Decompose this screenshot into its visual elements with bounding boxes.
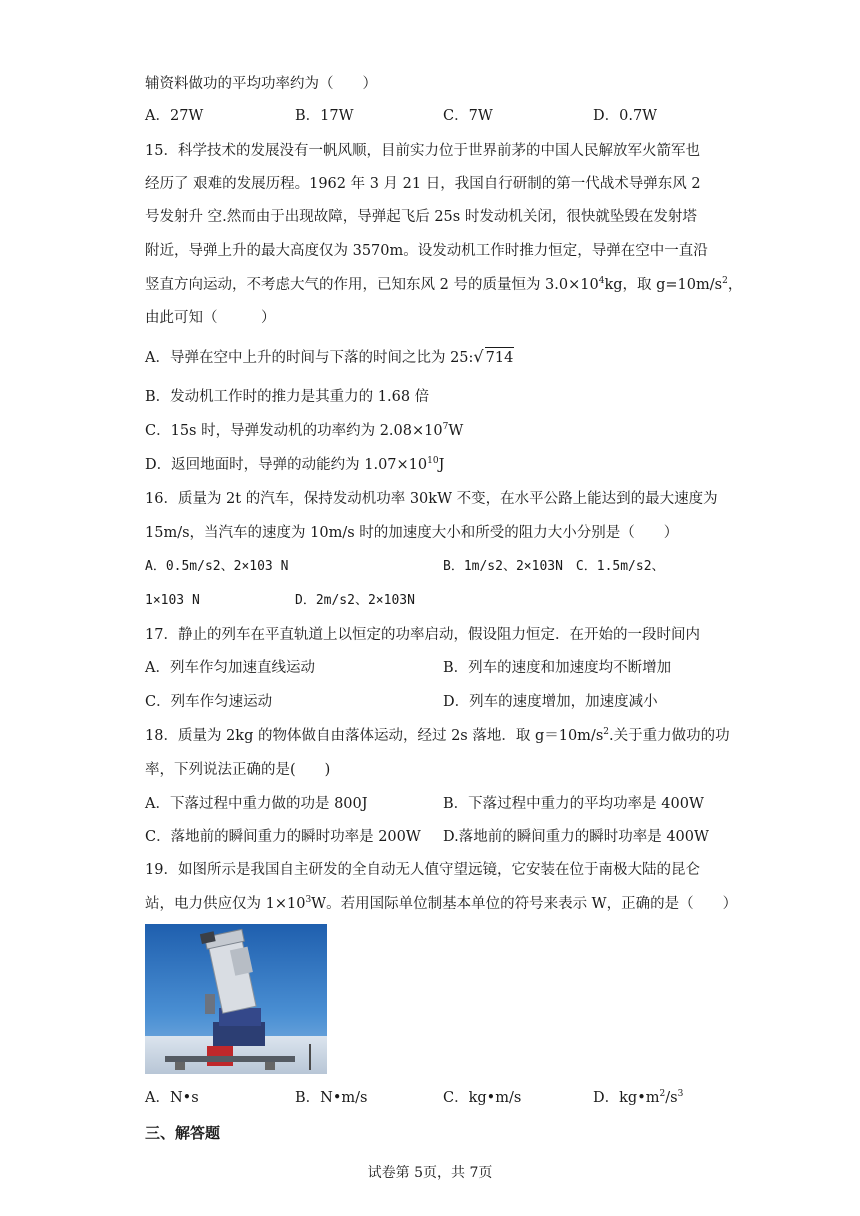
q19-line2-text-a: 站，电力供应仅为 1×10 xyxy=(145,896,306,912)
q15-stem-line-2: 经历了 艰难的发展历程。1962 年 3 月 21 日，我国自行研制的第一代战术导弹东风 2 xyxy=(145,176,701,192)
q18-line1-text-b: .关于重力做功的功 xyxy=(609,728,730,744)
q15-option-a-radicand: 714 xyxy=(485,347,515,368)
q19-option-d-exponent-1: 2 xyxy=(659,1089,666,1100)
q16-stem-line-2: 15m/s，当汽车的速度为 10m/s 时的加速度大小和所受的阻力大小分别是（ ） xyxy=(145,525,679,541)
q15-option-a-text: A．导弹在空中上升的时间与下落的时间之比为 25: xyxy=(145,350,474,366)
section-heading: 三、解答题 xyxy=(145,1124,221,1142)
q14-option-d: D．0.7W xyxy=(593,108,658,124)
q14-option-c: C．7W xyxy=(443,108,493,124)
q15-option-c-exponent: 7 xyxy=(442,422,449,433)
telescope-photo xyxy=(145,924,327,1074)
q18-line1-exponent: 2 xyxy=(603,727,609,738)
q17-stem: 17．静止的列车在平直轨道上以恒定的功率启动，假设阻力恒定．在开始的一段时间内 xyxy=(145,627,700,643)
q17-option-b: B．列车的速度和加速度均不断增加 xyxy=(443,660,672,676)
q19-option-d-text-a: D．kg•m xyxy=(593,1090,660,1106)
q15-option-d-exponent: 10 xyxy=(427,456,439,467)
q19-line2-text-b: W。若用国际单位制基本单位的符号来表示 W，正确的是（ ） xyxy=(311,896,738,912)
q14-option-b: B．17W xyxy=(295,108,354,124)
q19-option-d-exponent-2: 3 xyxy=(677,1089,684,1100)
q15-stem-line-6: 由此可知（ ） xyxy=(145,310,276,326)
q16-stem-line-1: 16．质量为 2t 的汽车，保持发动机功率 30kW 不变，在水平公路上能达到的最大速度为 xyxy=(145,491,718,507)
q16-option-d: D．2m/s2、2×103N xyxy=(295,593,415,608)
q15-line5-exponent-2: 2 xyxy=(722,276,728,287)
q18-line1-text-a: 18．质量为 2kg 的物体做自由落体运动，经过 2s 落地．取 g＝10m/s xyxy=(145,728,604,744)
q15-option-a xyxy=(145,347,514,368)
q14-option-a: A．27W xyxy=(145,108,204,124)
q15-option-d xyxy=(145,455,444,475)
q19-option-d-text-b: /s xyxy=(665,1090,678,1106)
q17-option-d: D．列车的速度增加，加速度减小 xyxy=(443,694,658,710)
q18-option-b: B．下落过程中重力的平均功率是 400W xyxy=(443,796,704,812)
q17-option-a: A．列车作匀加速直线运动 xyxy=(145,660,315,676)
page-footer: 试卷第 5页，共 7页 xyxy=(367,1165,493,1181)
q16-option-b-c: B．1m/s2、2×103N C．1.5m/s2、 xyxy=(443,559,665,574)
q15-stem-line-3: 号发射升 空.然而由于出现故障，导弹起飞后 25s 时发动机关闭，很快就坠毁在发射塔 xyxy=(145,209,697,225)
q18-stem-line-1 xyxy=(145,726,730,746)
q15-line5-exponent-1: 4 xyxy=(598,276,605,287)
q19-stem-line-1: 19．如图所示是我国自主研发的全自动无人值守望远镜，它安装在位于南极大陆的昆仑 xyxy=(145,862,700,878)
q15-line5-text-a: 竖直方向运动，不考虑大气的作用，已知东风 2 号的质量恒为 3.0×10 xyxy=(145,277,599,293)
q14-stem-tail: 辅资料做功的平均功率约为（ ） xyxy=(145,76,377,92)
q19-line2-exponent: 3 xyxy=(305,895,312,906)
q18-stem-line-2: 率，下列说法正确的是( ) xyxy=(145,762,331,778)
q19-stem-line-2 xyxy=(145,894,737,914)
q18-option-c: C．落地前的瞬间重力的瞬时功率是 200W xyxy=(145,829,421,845)
q19-option-d xyxy=(593,1088,683,1108)
q15-option-d-text-a: D．返回地面时，导弹的动能约为 1.07×10 xyxy=(145,457,428,473)
q15-option-d-text-b: J xyxy=(438,457,445,473)
q15-option-c-text-a: C．15s 时，导弹发动机的功率约为 2.08×10 xyxy=(145,423,443,439)
q15-option-b: B．发动机工作时的推力是其重力的 1.68 倍 xyxy=(145,389,430,405)
q15-line5-text-c: ， xyxy=(727,277,743,293)
q16-option-c-continued: 1×103 N xyxy=(145,593,200,608)
q15-line5-text-b: kg，取 g=10m/s xyxy=(604,277,723,293)
q19-option-c: C．kg•m/s xyxy=(443,1090,522,1106)
q15-stem-line-5 xyxy=(145,275,742,295)
q15-stem-line-1: 15．科学技术的发展没有一帆风顺，目前实力位于世界前茅的中国人民解放军火箭军也 xyxy=(145,143,700,159)
q17-option-c: C．列车作匀速运动 xyxy=(145,694,273,710)
q15-option-c xyxy=(145,421,463,441)
q16-option-a: A．0.5m/s2、2×103 N xyxy=(145,559,289,574)
q19-option-a: A．N•s xyxy=(145,1090,199,1106)
q19-option-b: B．N•m/s xyxy=(295,1090,368,1106)
q18-option-d: D.落地前的瞬间重力的瞬时功率是 400W xyxy=(443,829,709,845)
sqrt-radical-icon: √ xyxy=(473,347,484,366)
q15-option-c-text-b: W xyxy=(448,423,464,439)
q15-stem-line-4: 附近，导弹上升的最大高度仅为 3570m。设发动机工作时推力恒定，导弹在空中一直沿 xyxy=(145,243,708,259)
q18-option-a: A．下落过程中重力做的功是 800J xyxy=(145,796,368,812)
